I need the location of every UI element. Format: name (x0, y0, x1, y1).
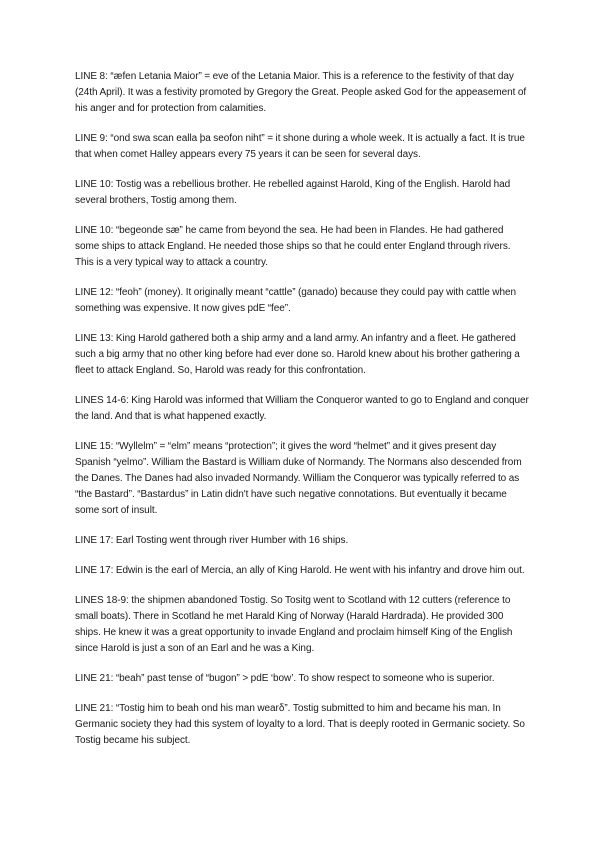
note-line-21-tostig: LINE 21: “Tostig him to beah ond his man wearδ”. Tostig submitted to him and became his man. In Germanic society they had this system of loyalty to a lord. That is deeply rooted in Germanic society. So Tostig became his subject. (75, 703, 525, 746)
note-line-13: LINE 13: King Harold gathered both a ship army and a land army. An infantry and a fleet. He gathered such a big army that no other king before had ever done so. Harold knew about his brother gathering a fleet to attack England. So, Harold was ready for this confrontation. (75, 333, 520, 376)
document-page (75, 69, 530, 763)
note-line-8: LINE 8: “æfen Letania Maior” = eve of the Letania Maior. This is a reference to the festivity of that day (24th April). It was a festivity promoted by Gregory the Great. People asked God for the appeasement of his anger and for protection from calamities. (75, 71, 527, 114)
note-lines-18-9: LINES 18-9: the shipmen abandoned Tostig. So Tositg went to Scotland with 12 cutters (reference to small boats). There in Scotland he met Harald King of Norway (Harald Hardrada). He provided 300 ships. He knew it was a great opportunity to invade England and proclaim himself King of the English since Harold is just a son of an Earl and he was a King. (75, 595, 513, 654)
note-line-12: LINE 12: “feoh” (money). It originally meant “cattle” (ganado) because they could pay with cattle when something was expensive. It now gives pdE “fee”. (75, 287, 517, 314)
note-line-10-tostig: LINE 10: Tostig was a rebellious brother. He rebelled against Harold, King of the English. Harold had several brothers, Tostig among them. (75, 179, 511, 206)
note-line-9: LINE 9: “ond swa scan ealla þa seofon niht” = it shone during a whole week. It is actually a fact. It is true that when comet Halley appears every 75 years it can be seen for several days. (75, 133, 525, 160)
note-line-10-begeonde: LINE 10: “begeonde sæ” he came from beyond the sea. He had been in Flandes. He had gathered some ships to attack England. He needed those ships so that he could enter England through rivers. This is a very typical way to attack a country. (75, 225, 511, 268)
note-line-17-edwin: LINE 17: Edwin is the earl of Mercia, an ally of King Harold. He went with his infantry and drove him out. (75, 565, 525, 576)
note-line-21-beah: LINE 21: “beah” past tense of “bugon” > pdE ‘bow’. To show respect to someone who is superior. (75, 673, 495, 684)
note-line-17-tosting: LINE 17: Earl Tosting went through river Humber with 16 ships. (75, 535, 349, 546)
note-line-15: LINE 15: “Wyllelm” = “elm” means “protection”; it gives the word “helmet” and it gives present day Spanish “yelmo”. William the Bastard is William duke of Normandy. The Normans also descended from the Danes. The Danes had also invaded Normandy. William the Conqueror was typically referred to as “the Bastard”. “Bastardus” in Latin didn't have such negative connotations. But eventually it became some sort of insult. (75, 441, 522, 516)
note-lines-14-6: LINES 14-6: King Harold was informed that William the Conqueror wanted to go to England and conquer the land. And that is what happened exactly. (75, 395, 529, 422)
